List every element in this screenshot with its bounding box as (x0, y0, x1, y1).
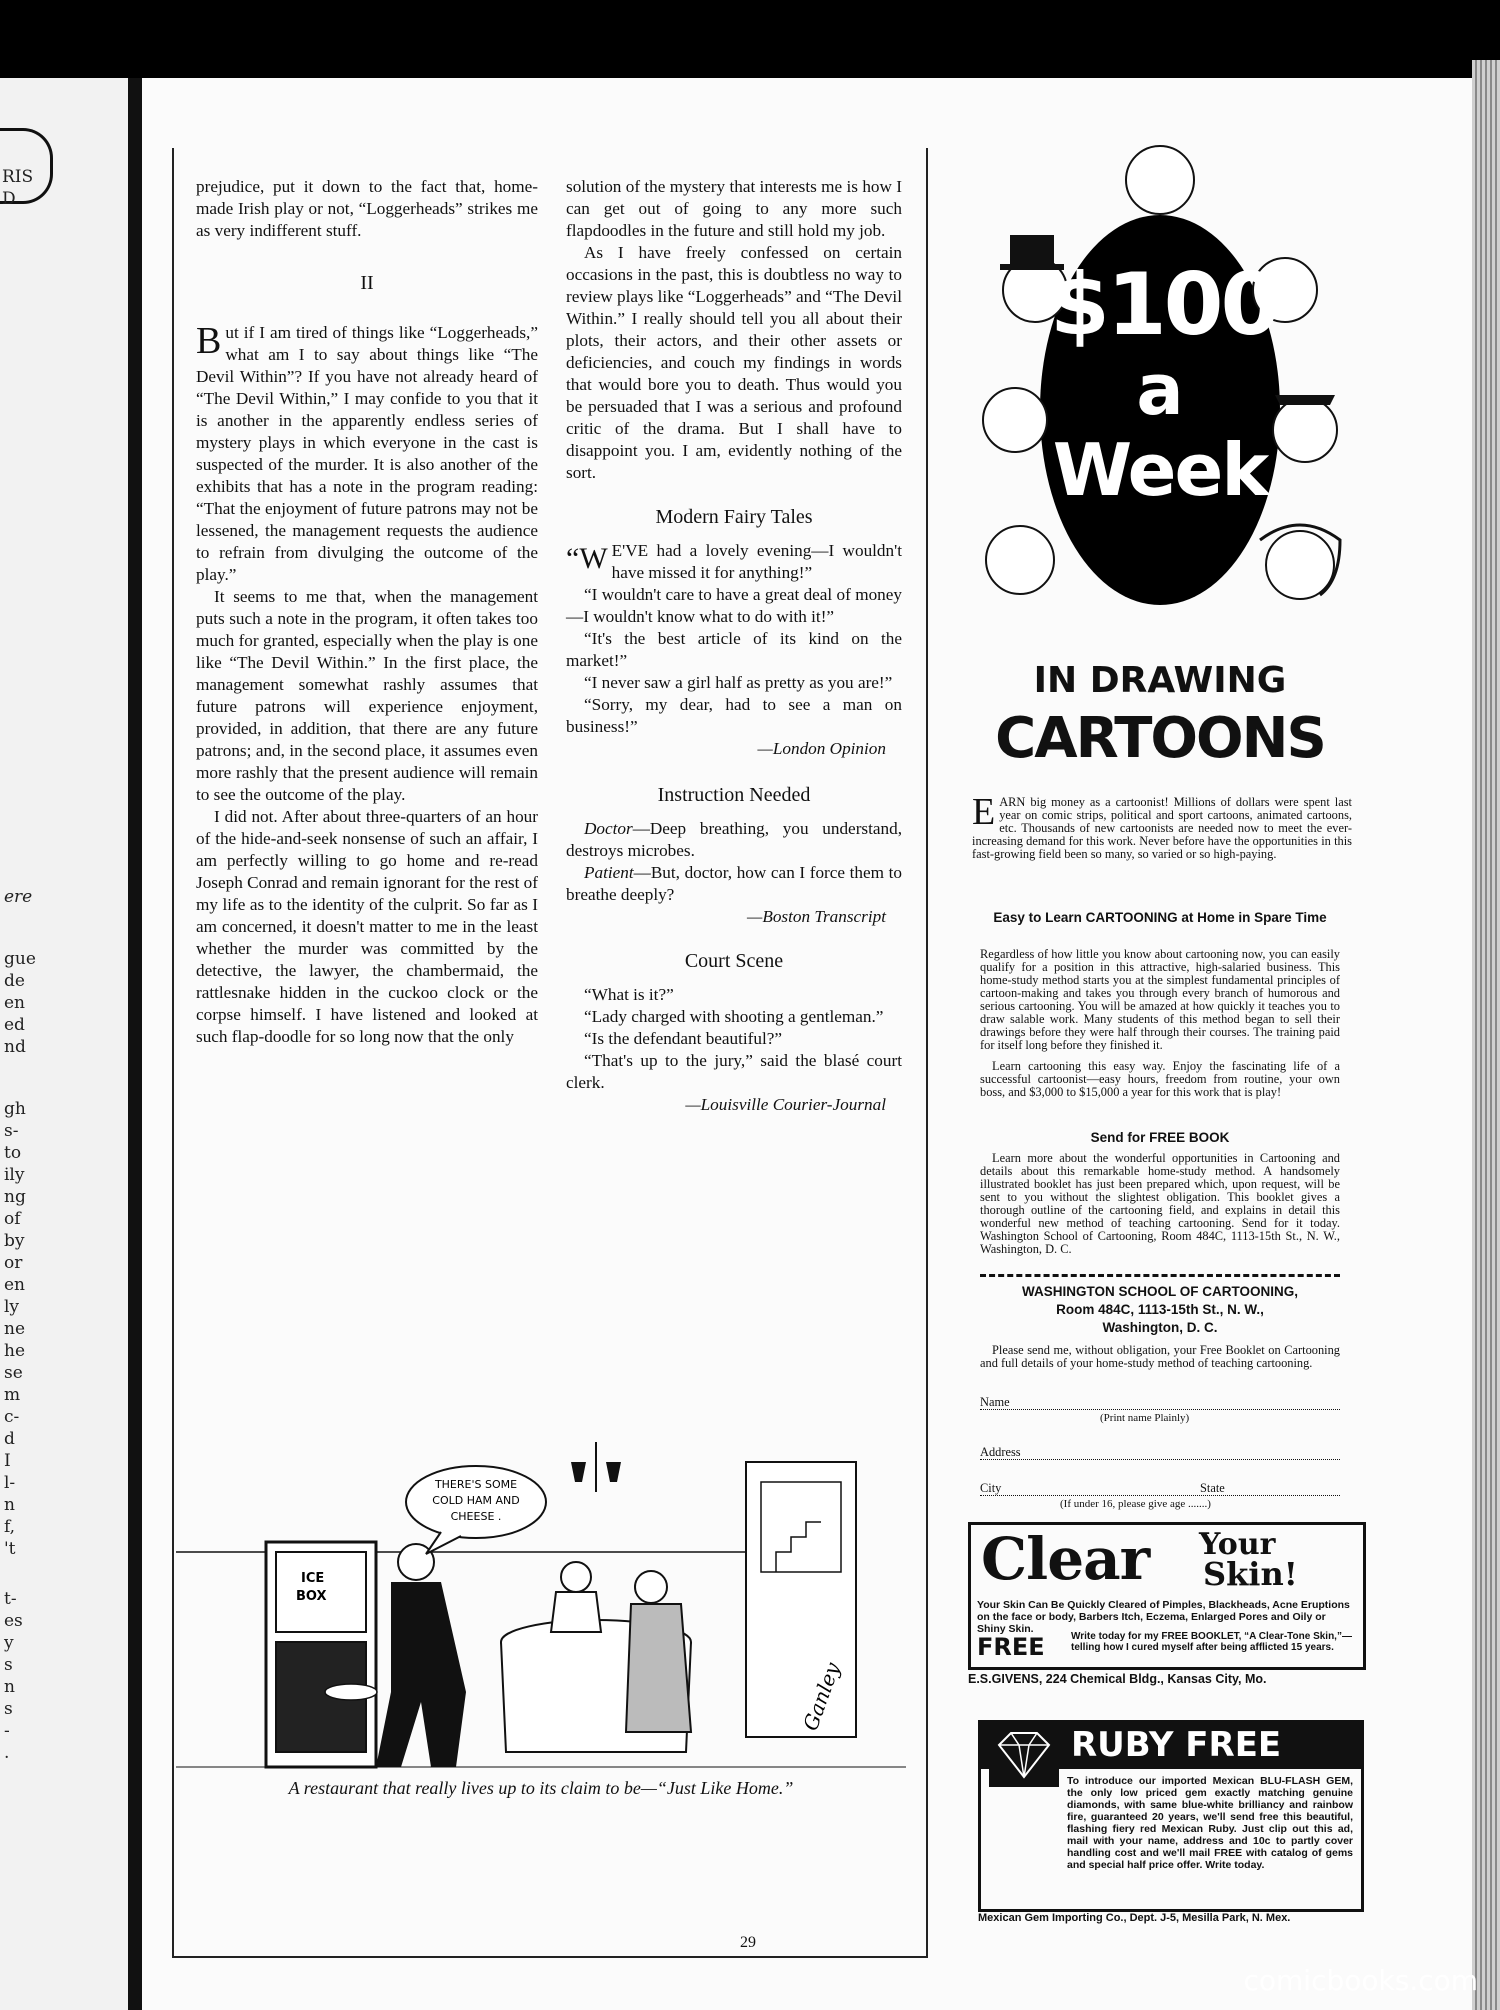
clear-skin-free: FREE (977, 1633, 1045, 1661)
joke-line: “What is it?” (584, 985, 674, 1004)
article-paragraph: I did not. After about three-quarters of an hour of the hide-and-seek nonsense of such an affair, I am perfectly willing to go home and re-read Joseph Conrad and remain ignorant for the rest of my life as to the identity of the culprit. So far as I am concerned, it doesn't matter to me in the least whether the murder was committed by the detective, the lawyer, the chambermaid, the rattlesnake hidden in the cuckoo clock or the corpse himself. I have listened and looked at such flap-doodle for so long now that the only (196, 807, 538, 1046)
ad-subhead: IN DRAWING (1033, 660, 1287, 701)
ad-section-heading: Easy to Learn CARTOONING at Home in Spare Time (993, 910, 1327, 925)
left-fragment: es (4, 1611, 23, 1631)
article-column-1 (196, 176, 538, 1048)
clear-skin-body: Your Skin Can Be Quickly Cleared of Pimples, Blackheads, Acne Eruptions on the face or body, Barbers Itch, Eczema, Enlarged Pores and Oily or Shiny Skin. (977, 1599, 1350, 1635)
left-fragment: f, (4, 1517, 16, 1537)
left-fragment: s- (4, 1121, 19, 1141)
restaurant-cartoon (176, 1432, 906, 1772)
left-fragment: to (4, 1143, 22, 1163)
clear-skin-headline: Skin! (1203, 1555, 1298, 1593)
left-fragment: gh (4, 1099, 26, 1119)
attribution: —Boston Transcript (747, 907, 886, 926)
joke-line: “Sorry, my dear, had to see a man on business!” (566, 695, 902, 736)
left-fragment: en (4, 993, 26, 1013)
left-fragment: ere (4, 887, 33, 907)
page-edges (1472, 60, 1500, 2010)
left-fragment: t- (4, 1589, 17, 1609)
artist-signature: Ganley (798, 1659, 845, 1734)
left-fragment: s (4, 1699, 13, 1719)
clear-skin-offer: Write today for my FREE BOOKLET, “A Clear-Tone Skin,”—telling how I cured myself after being afflicted 15 years. (1071, 1631, 1352, 1653)
joke-line: “That's up to the jury,” said the blasé court clerk. (566, 1051, 902, 1092)
cartooning-ad (960, 140, 1360, 1510)
left-page-fragment (0, 78, 128, 2010)
article-paragraph: It seems to me that, when the management puts such a note in the program, it often takes too much for granted, especially when the play is one like “The Devil Within.” In the first place, the management somewhat rashly assumes that future patrons will experience enjoyment, provided, in addition, that there are any future patrons; and, in the second place, it assumes even more rashly that the present audience will remain to see the outcome of the play. (196, 587, 538, 804)
left-fragment: 't (4, 1539, 16, 1559)
article-paragraph: But if I am tired of things like “Loggerheads,” what am I to say about things like “The Devil Within”? If you have not already heard of “The Devil Within,” I may confide to you that it is another in the apparently endless series of mystery plays in which everyone in the cast is suspected of the murder. It is also another of the exhibits that has a note in the program reading: “That the enjoyment of future patrons may not be lessened, the management requests the audience to refrain from divulging the outcome of the play.” (196, 320, 538, 584)
ad-subhead-cartoons: CARTOONS (995, 706, 1325, 771)
article-paragraph: prejudice, put it down to the fact that, home-made Irish play or not, “Loggerheads” strikes me as very indifferent stuff. (196, 177, 538, 240)
ad-headline-a: a (1136, 349, 1184, 431)
section-heading: Instruction Needed (657, 784, 811, 806)
coupon-title: WASHINGTON SCHOOL OF CARTOONING, (1021, 1284, 1298, 1299)
ad-paragraph: Learn more about the wonderful opportunities in Cartooning and details about this remarkable home-study method. A handsomely illustrated booklet has just been prepared which, upon request, will be sent to you without the slightest obligation. This booklet gives a thorough outline of the cartooning field, and explains in detail this wonderful new method of teaching cartooning. Send for it today. Washington School of Cartooning, Room 484C, 1113-15th St., N. W., Washington, D. C. (980, 1151, 1340, 1256)
box-border-bottom (172, 1956, 928, 1958)
clear-skin-headline: Clear (981, 1525, 1150, 1593)
ruby-body: To introduce our imported Mexican BLU-FLASH GEM, the only low priced gem exactly matching genuine diamonds, with same blue-white brilliancy and rainbow fire, guaranteed 20 years, we'll send free this beautiful, flashing fiery red Mexican Ruby. Just clip out this ad, mail with your name, address and 10c to partly cover handling cost and we'll mail FREE with catalog of gems and special half price offer. Write today. (1067, 1775, 1353, 1871)
joke-line: “Lady charged with shooting a gentleman.” (584, 1007, 884, 1026)
ad-headline-amount: $100 (1050, 255, 1278, 355)
ad-headline-week: Week (1052, 428, 1268, 512)
joke-line: “I never saw a girl half as pretty as you are!” (584, 673, 893, 692)
coupon-address: Room 484C, 1113-15th St., N. W., (1056, 1302, 1264, 1317)
coupon-name-hint: (Print name Plainly) (1100, 1412, 1190, 1424)
joke-line: Patient—But, doctor, how can I force them to breathe deeply? (566, 863, 902, 904)
article-paragraph: As I have freely confessed on certain occasions in the past, this is doubtless no way to review plays like “Loggerheads” and “The Devil Within.” I really should tell you all about their plots, their actors, and their other assets or deficiencies, and couch my findings in words that would bore you to death. Thus would you be persuaded that I was a serious and profound critic of the drama. But I shall have to disappoint you. I am, evidently nothing of the sort. (566, 243, 902, 482)
speech-line: CHEESE . (450, 1510, 502, 1523)
page-number: 29 (740, 1934, 756, 1951)
left-fragment: of (4, 1209, 21, 1229)
ad-intro: EARN big money as a cartoonist! Millions of dollars were spent last year on comic strips, political and sport cartoons, animated cartoons, etc. Thousands of new cartoonists are needed now to meet the ever-increasing demand for this work. Never before have the opportunities in this fast-growing field been so many, so varied or so high-paying. (972, 791, 1352, 861)
attribution: —London Opinion (757, 739, 886, 758)
left-fragment: or (4, 1253, 23, 1273)
left-fragment: gue (4, 949, 36, 969)
left-fragment: se (4, 1363, 23, 1383)
ruby-headline: RUBY FREE (1071, 1725, 1282, 1765)
left-fragment: d (4, 1429, 15, 1449)
coupon-city-field[interactable]: City State (980, 1482, 1340, 1496)
clear-skin-footer: E.S.GIVENS, 224 Chemical Bldg., Kansas City, Mo. (968, 1672, 1267, 1686)
left-fragment: en (4, 1275, 26, 1295)
joke-line: “Is the defendant beautiful?” (584, 1029, 783, 1048)
ruby-footer: Mexican Gem Importing Co., Dept. J-5, Mesilla Park, N. Mex. (978, 1912, 1291, 1924)
ad-paragraph: Regardless of how little you know about cartooning now, you can easily qualify for a position in this attractive, high-salaried business. This home-study method starts you at the simplest fundamental principles of cartoon-making and takes you through every branch of humorous and serious cartooning. You will be amazed at how quickly it teaches you to draw salable work. Many students of this method began to sell their drawings before they were half through their courses. The training paid for itself long before they finished it. (980, 947, 1340, 1052)
left-fragment: ily (4, 1165, 25, 1185)
clear-skin-headline: Your (1199, 1527, 1276, 1562)
left-fragment: - (4, 1721, 10, 1741)
watermark: comicbooks.com (1243, 1964, 1478, 1997)
left-fragment: D (2, 189, 16, 209)
left-fragment: y (4, 1633, 14, 1653)
ruby-free-ad (978, 1720, 1364, 1912)
left-fragment: by (4, 1231, 25, 1251)
left-fragment: ly (4, 1297, 20, 1317)
joke-line: Doctor—Deep breathing, you understand, destroys microbes. (566, 819, 902, 860)
left-fragment: ed (4, 1015, 25, 1035)
coupon-address-field[interactable]: Address (980, 1446, 1340, 1460)
left-fragment: I (4, 1451, 11, 1471)
drop-cap: E (972, 791, 996, 833)
article-column-2 (566, 176, 902, 1116)
box-border-right (926, 148, 928, 1958)
ad-paragraph: Learn cartooning this easy way. Enjoy the fascinating life of a successful cartoonist—easy hours, freedom from routine, your own boss, and $3,000 to $15,000 a year for this work that is play! (980, 1059, 1340, 1099)
left-fragment: RIS (2, 167, 34, 187)
icebox-label: ICE (301, 1571, 325, 1586)
left-fragment: l- (4, 1473, 16, 1493)
left-fragment: s (4, 1655, 13, 1675)
left-fragment: ng (4, 1187, 26, 1207)
coupon-age-hint: (If under 16, please give age .......) (1060, 1498, 1211, 1510)
left-fragment: m (4, 1385, 21, 1405)
attribution: —Louisville Courier-Journal (685, 1095, 886, 1114)
left-fragment: n (4, 1677, 15, 1697)
coupon-cut-line (980, 1274, 1340, 1277)
joke-line: “W E'VE had a lovely evening—I wouldn't have missed it for anything!” (566, 541, 902, 582)
left-fragment: de (4, 971, 25, 991)
ad-section-heading: Send for FREE BOOK (1090, 1130, 1230, 1145)
clear-skin-ad (968, 1522, 1366, 1670)
cartoon-caption: A restaurant that really lives up to its claim to be—“Just Like Home.” (288, 1778, 794, 1798)
joke-line: “I wouldn't care to have a great deal of money—I wouldn't know what to do with it!” (566, 585, 902, 626)
left-fragment: n (4, 1495, 15, 1515)
left-fragment: c- (4, 1407, 20, 1427)
coupon-text: Please send me, without obligation, your Free Booklet on Cartooning and full details of your home-study method of teaching cartooning. (980, 1343, 1340, 1370)
left-fragment: he (4, 1341, 26, 1361)
speech-line: THERE'S SOME (434, 1478, 518, 1491)
drop-cap: B (196, 320, 222, 362)
coupon-name-field[interactable]: Name (980, 1396, 1340, 1410)
left-fragment: . (4, 1743, 10, 1763)
icebox-label: BOX (296, 1589, 327, 1604)
section-number: II (360, 272, 374, 294)
joke-line: “It's the best article of its kind on the market!” (566, 629, 902, 670)
book-gutter (128, 78, 142, 2010)
section-heading: Modern Fairy Tales (655, 506, 813, 528)
drop-cap: “W (566, 542, 608, 575)
box-border-left (172, 148, 174, 1958)
speech-line: COLD HAM AND (432, 1494, 520, 1507)
left-fragment: nd (4, 1037, 26, 1057)
article-paragraph: solution of the mystery that interests me is how I can get out of going to any more such flapdoodles in the future and still hold my job. (566, 177, 902, 240)
left-fragment: ne (4, 1319, 26, 1339)
coupon-address: Washington, D. C. (1102, 1320, 1218, 1335)
section-heading: Court Scene (684, 950, 784, 972)
